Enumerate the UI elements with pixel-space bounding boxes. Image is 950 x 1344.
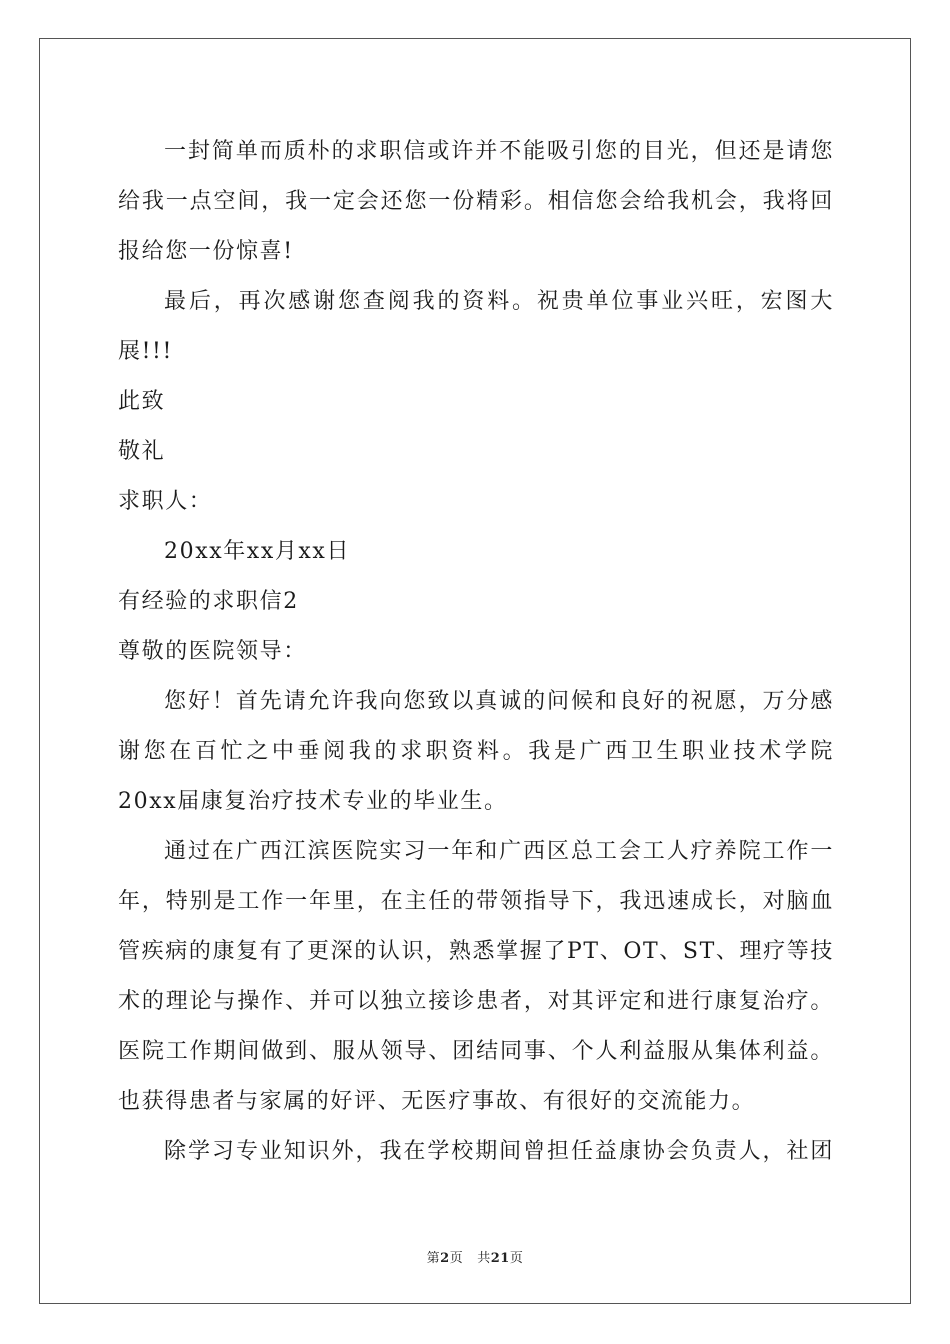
paragraph-line: 医院工作期间做到、服从领导、团结同事、个人利益服从集体利益。 — [118, 1039, 834, 1064]
document-body — [118, 127, 834, 1177]
paragraph-line: 报给您一份惊喜! — [118, 239, 294, 264]
total-pages: 21 — [490, 1251, 510, 1266]
total-suffix: 页 — [509, 1251, 524, 1266]
paragraph-line: 最后，再次感谢您查阅我的资料。祝贵单位事业兴旺，宏图大 — [164, 289, 834, 314]
closing-regards: 敬礼 — [118, 439, 166, 464]
paragraph-line: 管疾病的康复有了更深的认识，熟悉掌握了PT、OT、ST、理疗等技 — [118, 939, 834, 964]
closing-salutation: 此致 — [118, 389, 166, 414]
signature-label: 求职人： — [118, 489, 213, 514]
paragraph-line: 除学习专业知识外，我在学校期间曾担任益康协会负责人，社团 — [164, 1139, 834, 1164]
paragraph-line: 20xx届康复治疗技术专业的毕业生。 — [118, 789, 508, 814]
paragraph-line: 给我一点空间，我一定会还您一份精彩。相信您会给我机会，我将回 — [118, 189, 834, 214]
paragraph-line: 展!!! — [118, 339, 173, 364]
total-prefix: 共 — [477, 1251, 491, 1266]
date-line: 20xx年xx月xx日 — [164, 539, 351, 564]
paragraph-line: 您好！首先请允许我向您致以真诚的问候和良好的祝愿，万分感 — [164, 689, 834, 714]
page-number: 2 — [440, 1251, 450, 1266]
greeting: 尊敬的医院领导： — [118, 639, 307, 664]
paragraph-line: 也获得患者与家属的好评、无医疗事故、有很好的交流能力。 — [118, 1089, 756, 1114]
section-title: 有经验的求职信2 — [118, 589, 299, 614]
page-footer — [0, 1247, 950, 1266]
paragraph-line: 一封简单而质朴的求职信或许并不能吸引您的目光，但还是请您 — [164, 139, 834, 164]
page-suffix: 页 — [449, 1251, 464, 1266]
paragraph-line: 年，特别是工作一年里，在主任的带领指导下，我迅速成长，对脑血 — [118, 889, 834, 914]
paragraph-line: 通过在广西江滨医院实习一年和广西区总工会工人疗养院工作一 — [164, 839, 834, 864]
page-prefix: 第 — [426, 1251, 441, 1266]
paragraph-line: 谢您在百忙之中垂阅我的求职资料。我是广西卫生职业技术学院 — [118, 739, 834, 764]
paragraph-line: 术的理论与操作、并可以独立接诊患者，对其评定和进行康复治疗。 — [118, 989, 834, 1014]
